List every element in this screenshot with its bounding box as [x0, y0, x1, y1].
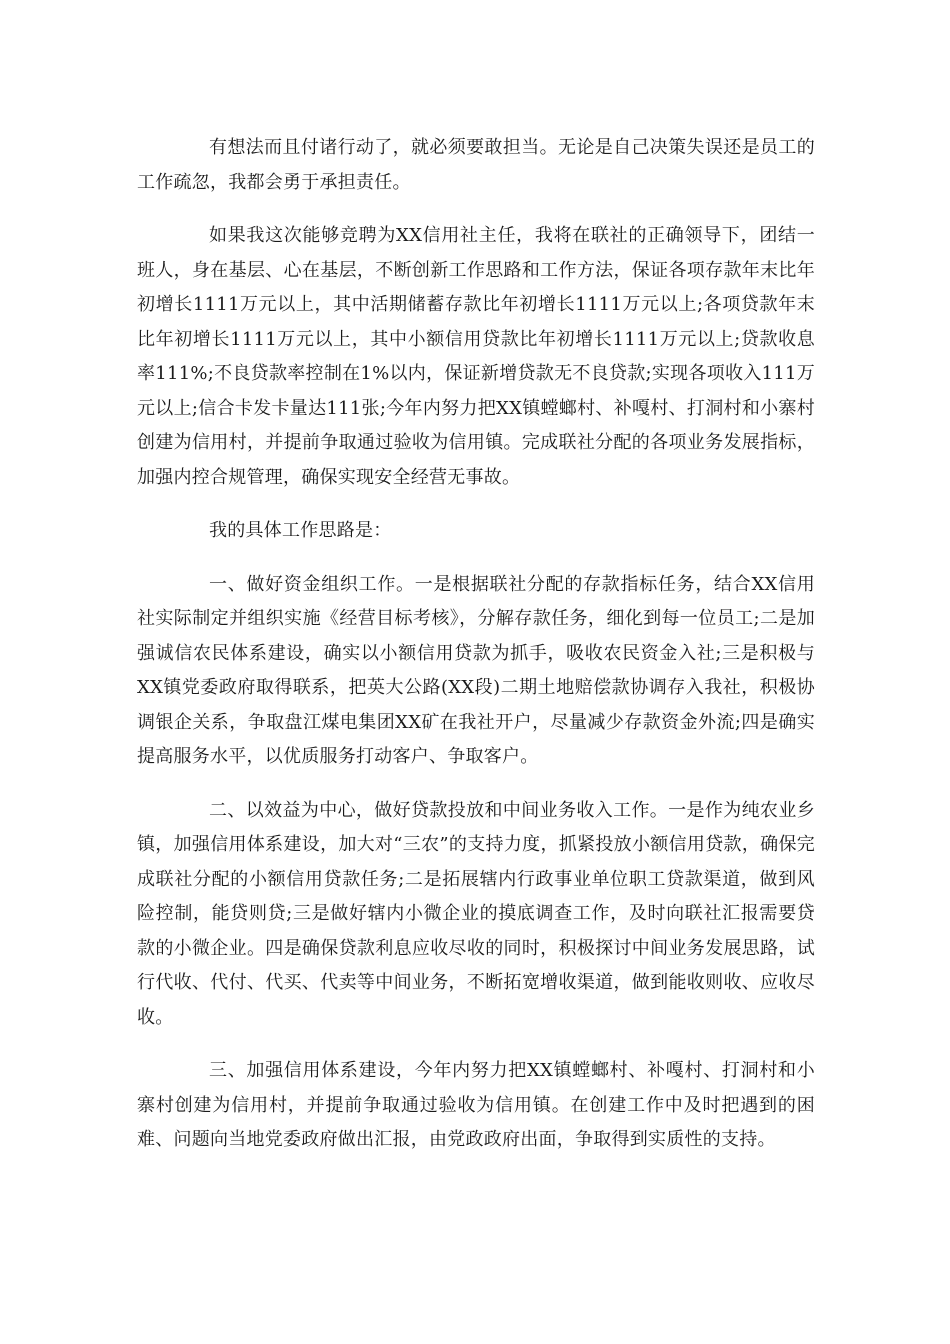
paragraph-loan-work: 二、以效益为中心，做好贷款投放和中间业务收入工作。一是作为纯农业乡镇，加强信用体系建设，加大对“三农”的支持力度，抓紧投放小额信用贷款，确保完成联社分配的小额信用贷款任务;二是拓展辖内行政事业单位职工贷款渠道，做到风险控制，能贷则贷;三是做好辖内小微企业的摸底调查工作，及时向联社汇报需要贷款的小微企业。四是确保贷款利息应收尽收的同时，积极探讨中间业务发展思路，试行代收、代付、代买、代卖等中间业务，不断拓宽增收渠道，做到能收则收、应收尽收。 [137, 799, 815, 1028]
document-page [137, 131, 815, 1158]
paragraph-work-ideas-intro: 我的具体工作思路是： [209, 520, 392, 541]
paragraph-responsibility: 有想法而且付诸行动了，就必须要敢担当。无论是自己决策失误还是员工的工作疏忽，我都会勇于承担责任。 [137, 137, 815, 193]
paragraph-goals: 如果我这次能够竞聘为XX信用社主任，我将在联社的正确领导下，团结一班人，身在基层、心在基层，不断创新工作思路和工作方法，保证各项存款年末比年初增长1111万元以上，其中活期储蓄存款比年初增长1111万元以上;各项贷款年末比年初增长1111万元以上，其中小额信用贷款比年初增长1111万元以上;贷款收息率111%;不良贷款率控制在1%以内，保证新增贷款无不良贷款;实现各项收入111万元以上;信合卡发卡量达111张;今年内努力把XX镇螳螂村、补嘎村、打洞村和小寨村创建为信用村，并提前争取通过验收为信用镇。完成联社分配的各项业务发展指标，加强内控合规管理，确保实现安全经营无事故。 [137, 225, 815, 488]
paragraph-funding-work: 一、做好资金组织工作。一是根据联社分配的存款指标任务，结合XX信用社实际制定并组织实施《经营目标考核》，分解存款任务，细化到每一位员工;二是加强诚信农民体系建设，确实以小额信用贷款为抓手，吸收农民资金入社;三是积极与XX镇党委政府取得联系，把英大公路(XX段)二期土地赔偿款协调存入我社，积极协调银企关系，争取盘江煤电集团XX矿在我社开户，尽量减少存款资金外流;四是确实提高服务水平，以优质服务打动客户、争取客户。 [137, 573, 815, 767]
paragraph-credit-system: 三、加强信用体系建设，今年内努力把XX镇螳螂村、补嘎村、打洞村和小寨村创建为信用村，并提前争取通过验收为信用镇。在创建工作中及时把遇到的困难、问题向当地党委政府做出汇报，由党政政府出面，争取得到实质性的支持。 [137, 1060, 815, 1150]
